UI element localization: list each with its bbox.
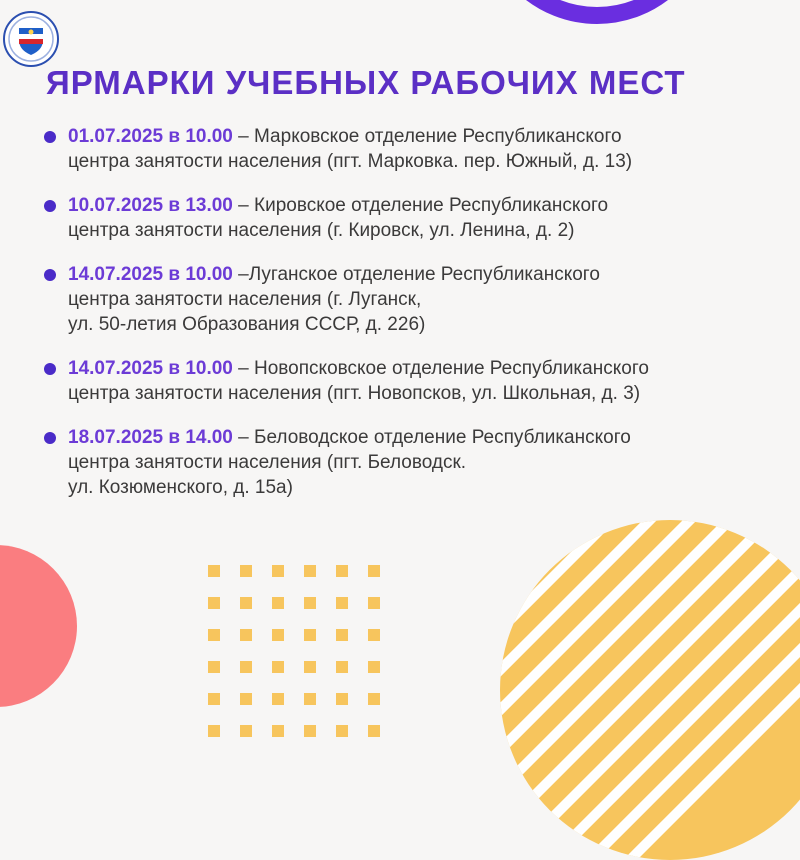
grid-dot	[240, 565, 252, 577]
grid-dot	[368, 661, 380, 673]
grid-dot	[336, 597, 348, 609]
event-item	[44, 193, 784, 243]
event-text	[68, 356, 784, 406]
event-text	[68, 193, 784, 243]
event-description-line2: центра занятости населения (г. Луганск,	[68, 289, 422, 310]
grid-dot	[304, 629, 316, 641]
event-description-line3: ул. Козюменского, д. 15а)	[68, 477, 293, 498]
grid-dot	[368, 565, 380, 577]
emblem-logo-icon	[2, 10, 60, 68]
grid-dot	[336, 629, 348, 641]
grid-dot	[272, 693, 284, 705]
grid-dot	[240, 725, 252, 737]
page-title: ЯРМАРКИ УЧЕБНЫХ РАБОЧИХ МЕСТ	[46, 64, 686, 101]
bullet-icon	[44, 432, 56, 444]
bullet-icon	[44, 269, 56, 281]
event-item	[44, 356, 784, 406]
event-description-line2: центра занятости населения (г. Кировск, ул. Ленина, д. 2)	[68, 220, 575, 241]
grid-dot	[272, 629, 284, 641]
grid-dot	[368, 629, 380, 641]
event-separator: –	[232, 358, 255, 379]
grid-dot	[240, 661, 252, 673]
grid-dot	[336, 661, 348, 673]
grid-dot	[304, 597, 316, 609]
event-description-line1: Беловодское отделение Республиканского	[254, 427, 631, 448]
event-description-line2: центра занятости населения (пгт. Марковка. пер. Южный, д. 13)	[68, 151, 633, 172]
decorative-dot-grid	[208, 565, 383, 735]
grid-dot	[208, 693, 220, 705]
grid-dot	[208, 565, 220, 577]
event-datetime: 14.07.2025 в 10.00	[68, 358, 233, 379]
event-datetime: 10.07.2025 в 13.00	[68, 195, 233, 216]
event-text	[68, 262, 784, 337]
grid-dot	[336, 565, 348, 577]
grid-dot	[272, 565, 284, 577]
grid-dot	[336, 693, 348, 705]
grid-dot	[368, 693, 380, 705]
event-text	[68, 425, 784, 500]
grid-dot	[272, 725, 284, 737]
event-description-line3: ул. 50-летия Образования СССР, д. 226)	[68, 314, 426, 335]
bullet-icon	[44, 363, 56, 375]
decorative-ring	[480, 0, 714, 24]
grid-dot	[272, 661, 284, 673]
grid-dot	[208, 597, 220, 609]
event-datetime: 01.07.2025 в 10.00	[68, 126, 233, 147]
event-datetime: 18.07.2025 в 14.00	[68, 427, 233, 448]
bullet-icon	[44, 131, 56, 143]
grid-dot	[368, 597, 380, 609]
decorative-striped-circle	[500, 520, 800, 860]
event-description-line2: центра занятости населения (пгт. Новопсков, ул. Школьная, д. 3)	[68, 383, 641, 404]
grid-dot	[304, 725, 316, 737]
grid-dot	[208, 725, 220, 737]
event-item	[44, 262, 784, 337]
event-separator: –	[232, 264, 249, 285]
grid-dot	[304, 565, 316, 577]
grid-dot	[304, 693, 316, 705]
grid-dot	[208, 629, 220, 641]
event-datetime: 14.07.2025 в 10.00	[68, 264, 233, 285]
event-separator: –	[232, 126, 255, 147]
grid-dot	[240, 693, 252, 705]
grid-dot	[240, 629, 252, 641]
grid-dot	[272, 597, 284, 609]
event-description-line1: Кировское отделение Республиканского	[254, 195, 609, 216]
grid-dot	[304, 661, 316, 673]
event-description-line2: центра занятости населения (пгт. Беловодск.	[68, 452, 467, 473]
grid-dot	[240, 597, 252, 609]
event-description-line1: Луганское отделение Республиканского	[248, 264, 600, 285]
bullet-icon	[44, 200, 56, 212]
grid-dot	[208, 661, 220, 673]
event-separator: –	[232, 195, 255, 216]
grid-dot	[336, 725, 348, 737]
event-separator: –	[232, 427, 255, 448]
decorative-pink-circle	[0, 545, 77, 707]
grid-dot	[368, 725, 380, 737]
event-list	[44, 124, 784, 519]
event-description-line1: Новопсковское отделение Республиканского	[254, 358, 649, 379]
event-item	[44, 124, 784, 174]
event-text	[68, 124, 784, 174]
event-description-line1: Марковское отделение Республиканского	[254, 126, 622, 147]
event-item	[44, 425, 784, 500]
